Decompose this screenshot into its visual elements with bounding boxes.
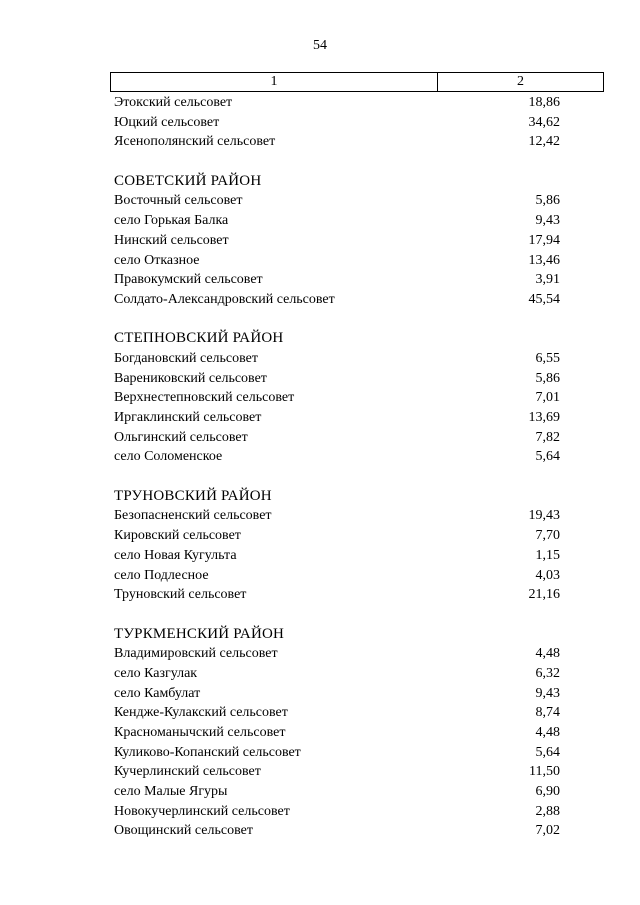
settlement-name: село Подлесное: [114, 567, 209, 583]
settlement-name: Богдановский сельсовет: [114, 350, 258, 366]
settlement-name: Нинский сельсовет: [114, 232, 229, 248]
section-spacer: [114, 310, 560, 330]
settlement-value: 4,48: [535, 725, 560, 740]
table-row: [114, 743, 560, 763]
table-row: [114, 369, 560, 389]
settlement-name: Куликово-Копанский сельсовет: [114, 744, 301, 760]
table-row: [114, 428, 560, 448]
settlement-name: село Соломенское: [114, 449, 223, 465]
table-row: [114, 664, 560, 684]
table-row: [114, 270, 560, 290]
table-row: [114, 802, 560, 822]
settlement-name: Восточный сельсовет: [114, 193, 243, 209]
section-spacer: [114, 467, 560, 487]
settlement-name: Юцкий сельсовет: [114, 114, 220, 130]
table-row: [114, 447, 560, 467]
settlement-name: Этокский сельсовет: [114, 95, 233, 110]
table-row: [114, 762, 560, 782]
settlement-value: 6,90: [535, 784, 560, 800]
document-table-body: [114, 93, 560, 841]
settlement-value: 13,69: [528, 410, 560, 425]
settlement-value: 11,50: [529, 764, 560, 780]
settlement-value: 1,15: [535, 547, 560, 563]
settlement-name: Солдато-Александровский сельсовет: [114, 291, 335, 307]
settlement-value: 9,43: [535, 685, 560, 701]
table-row: [114, 723, 560, 743]
table-row: [114, 349, 560, 369]
table-row: [114, 526, 560, 546]
table-row: [114, 251, 560, 271]
district-heading: ТРУНОВСКИЙ РАЙОН: [114, 487, 272, 504]
table-row: [114, 703, 560, 723]
settlement-name: Верхнестепновский сельсовет: [114, 390, 295, 406]
district-heading: СТЕПНОВСКИЙ РАЙОН: [114, 330, 284, 347]
table-row: [114, 821, 560, 841]
settlement-name: Кендже-Кулакский сельсовет: [114, 705, 288, 721]
section-spacer: [114, 605, 560, 625]
settlement-value: 18,86: [528, 95, 560, 110]
table-header: [110, 72, 604, 92]
table-row: [114, 231, 560, 251]
section-spacer: [114, 152, 560, 172]
settlement-name: Кировский сельсовет: [114, 528, 241, 544]
table-header-col1: 1: [111, 73, 438, 91]
settlement-name: село Отказное: [114, 252, 200, 268]
district-heading: СОВЕТСКИЙ РАЙОН: [114, 172, 262, 189]
settlement-name: село Малые Ягуры: [114, 784, 228, 800]
table-header-col2: 2: [517, 74, 524, 89]
settlement-value: 45,54: [528, 291, 560, 307]
settlement-value: 34,62: [528, 114, 560, 130]
settlement-value: 6,32: [535, 665, 560, 681]
table-row: [114, 566, 560, 586]
table-row: [114, 388, 560, 408]
table-row: [114, 191, 560, 211]
settlement-value: 3,91: [535, 272, 560, 288]
settlement-name: село Камбулат: [114, 685, 201, 701]
page-number: 54: [313, 38, 327, 53]
settlement-name: село Новая Кугульта: [114, 547, 237, 563]
table-row: [114, 684, 560, 704]
settlement-value: 5,64: [535, 449, 560, 465]
settlement-name: Владимировский сельсовет: [114, 646, 278, 662]
settlement-value: 9,43: [535, 213, 560, 229]
settlement-value: 8,74: [535, 705, 560, 721]
settlement-name: Овощинский сельсовет: [114, 823, 253, 839]
district-heading: ТУРКМЕНСКИЙ РАЙОН: [114, 625, 285, 642]
settlement-name: Безопасненский сельсовет: [114, 508, 272, 524]
table-row: [114, 782, 560, 802]
settlement-name: село Казгулак: [114, 665, 198, 681]
settlement-name: Правокумский сельсовет: [114, 272, 263, 288]
table-row: [114, 290, 560, 310]
settlement-name: Труновский сельсовет: [114, 587, 247, 603]
settlement-name: Ясенополянский сельсовет: [114, 134, 276, 150]
settlement-value: 7,02: [535, 823, 560, 839]
settlement-name: Иргаклинский сельсовет: [114, 410, 262, 425]
settlement-value: 5,86: [535, 193, 560, 209]
settlement-name: Новокучерлинский сельсовет: [114, 803, 290, 819]
settlement-value: 5,64: [535, 744, 560, 760]
settlement-value: 21,16: [528, 587, 560, 603]
settlement-value: 4,48: [535, 646, 560, 662]
table-row: [114, 585, 560, 605]
settlement-value: 4,03: [535, 567, 560, 583]
settlement-name: село Горькая Балка: [114, 213, 229, 229]
settlement-value: 7,82: [535, 429, 560, 445]
settlement-name: Варениковский сельсовет: [114, 370, 267, 386]
table-row: [114, 546, 560, 566]
table-row: [114, 132, 560, 152]
table-row: [114, 113, 560, 133]
table-row: [114, 93, 560, 113]
settlement-value: 13,46: [528, 252, 560, 268]
settlement-name: Ольгинский сельсовет: [114, 429, 248, 445]
settlement-value: 5,86: [535, 370, 560, 386]
settlement-value: 19,43: [528, 508, 560, 524]
settlement-name: Красноманычский сельсовет: [114, 725, 286, 740]
settlement-value: 2,88: [535, 803, 560, 819]
settlement-value: 17,94: [528, 232, 560, 248]
settlement-value: 6,55: [535, 350, 560, 366]
table-row: [114, 644, 560, 664]
settlement-name: Кучерлинский сельсовет: [114, 764, 261, 780]
table-row: [114, 408, 560, 428]
table-row: [114, 506, 560, 526]
settlement-value: 12,42: [528, 134, 560, 150]
table-row: [114, 211, 560, 231]
settlement-value: 7,01: [535, 390, 560, 406]
settlement-value: 7,70: [535, 528, 560, 544]
